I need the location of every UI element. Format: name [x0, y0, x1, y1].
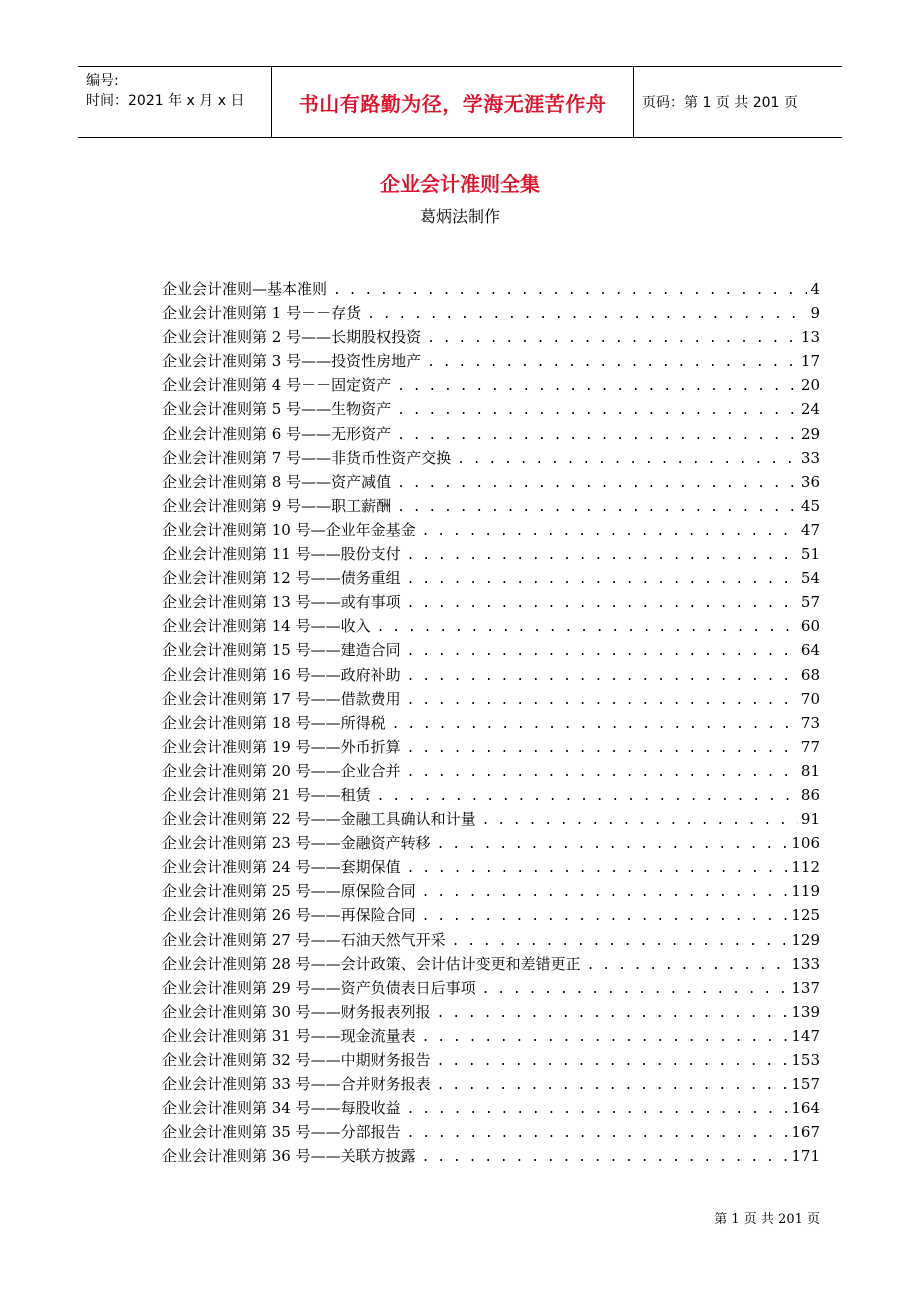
- toc-entry-label: 企业会计准则—基本准则: [162, 280, 328, 298]
- toc-dot-leader: [422, 1026, 789, 1050]
- toc-entry-label: 企业会计准则第 31 号——现金流量表: [162, 1026, 416, 1045]
- toc-dot-leader: [377, 616, 798, 640]
- toc-entry-page: 70: [800, 689, 820, 708]
- toc-entry-label: 企业会计准则第 3 号——投资性房地产: [162, 352, 422, 371]
- toc-entry[interactable]: [162, 1120, 820, 1144]
- toc-dot-leader: [482, 809, 798, 833]
- toc-dot-leader: [437, 833, 789, 857]
- toc-dot-leader: [452, 930, 789, 954]
- toc-entry-label: 企业会计准则第 30 号——财务报表列报: [162, 1002, 431, 1021]
- toc-entry[interactable]: [162, 759, 820, 783]
- page-header: [78, 66, 842, 138]
- toc-entry[interactable]: [162, 1048, 820, 1072]
- toc-entry-page: 139: [791, 1002, 820, 1021]
- toc-dot-leader: [422, 905, 789, 929]
- toc-dot-leader: [407, 737, 798, 761]
- toc-entry-page: 125: [791, 906, 820, 925]
- toc-dot-leader: [407, 1122, 789, 1146]
- toc-dot-leader: [392, 713, 798, 737]
- header-left-cell: [78, 67, 272, 137]
- toc-entry-page: 81: [800, 761, 820, 780]
- toc-entry[interactable]: [162, 1072, 820, 1096]
- toc-entry-page: 157: [791, 1075, 820, 1094]
- toc-entry[interactable]: [162, 446, 820, 470]
- toc-entry-page: 77: [800, 737, 820, 756]
- toc-entry[interactable]: [162, 494, 820, 518]
- toc-entry-label: 企业会计准则第 18 号——所得税: [162, 713, 386, 732]
- toc-dot-leader: [407, 761, 798, 785]
- header-page-info: 页码：第 1 页 共 201 页: [642, 95, 798, 111]
- toc-entry-label: 企业会计准则第 11 号——股份支付: [162, 545, 401, 564]
- header-motto-cell: [272, 67, 634, 137]
- toc-entry-page: 73: [800, 713, 820, 732]
- toc-entry[interactable]: [162, 879, 820, 903]
- toc-dot-leader: [407, 1098, 789, 1122]
- document-author: 葛炳法制作: [419, 207, 500, 226]
- toc-entry-label: 企业会计准则第 9 号——职工薪酬: [162, 496, 392, 515]
- toc-entry[interactable]: [162, 349, 820, 373]
- toc-dot-leader: [457, 448, 798, 472]
- toc-entry-page: 33: [800, 448, 820, 467]
- toc-entry-label: 企业会计准则第 21 号——租赁: [162, 785, 371, 804]
- toc-dot-leader: [407, 568, 798, 592]
- page-footer: 第 1 页 共 201 页: [714, 1212, 820, 1227]
- toc-entry-page: 91: [800, 810, 820, 829]
- toc-entry-label: 企业会计准则第 23 号——金融资产转移: [162, 834, 431, 853]
- toc-entry[interactable]: [162, 518, 820, 542]
- toc-entry-label: 企业会计准则第 36 号——关联方披露: [162, 1147, 416, 1166]
- toc-entry[interactable]: [162, 952, 820, 976]
- toc-entry[interactable]: [162, 1024, 820, 1048]
- toc-dot-leader: [437, 1050, 789, 1074]
- toc-dot-leader: [407, 857, 789, 881]
- toc-entry-page: 171: [791, 1147, 820, 1166]
- toc-entry-page: 112: [791, 858, 820, 877]
- toc-dot-leader: [437, 1002, 789, 1026]
- toc-dot-leader: [482, 978, 789, 1002]
- toc-entry-page: 68: [800, 665, 820, 684]
- toc-entry-page: 51: [800, 545, 820, 564]
- toc-dot-leader: [437, 1074, 789, 1098]
- toc-entry-label: 企业会计准则第 5 号——生物资产: [162, 400, 392, 419]
- toc-dot-leader: [407, 665, 798, 689]
- toc-entry-page: 133: [791, 954, 820, 973]
- toc-entry-page: 17: [800, 352, 820, 371]
- document-number-label: 编号:: [86, 73, 119, 89]
- toc-entry-page: 54: [800, 569, 820, 588]
- toc-entry[interactable]: [162, 711, 820, 735]
- toc-entry-page: 164: [791, 1099, 820, 1118]
- toc-entry-page: 64: [800, 641, 820, 660]
- toc-entry-label: 企业会计准则第 8 号——资产减值: [162, 472, 392, 491]
- toc-entry[interactable]: [162, 928, 820, 952]
- toc-entry-label: 企业会计准则第 20 号——企业合并: [162, 761, 401, 780]
- toc-entry-label: 企业会计准则第 34 号——每股收益: [162, 1099, 401, 1118]
- toc-entry-page: 137: [791, 978, 820, 997]
- toc-entry-label: 企业会计准则第 32 号——中期财务报告: [162, 1051, 431, 1069]
- toc-entry-label: 企业会计准则第 12 号——债务重组: [162, 569, 401, 588]
- toc-entry-page: 9: [810, 304, 820, 323]
- toc-entry-label: 企业会计准则第 28 号——会计政策、会计估计变更和差错更正: [162, 954, 581, 973]
- toc-entry-label: 企业会计准则第 26 号——再保险合同: [162, 906, 416, 925]
- toc-entry-label: 企业会计准则第 27 号——石油天然气开采: [162, 930, 446, 949]
- toc-entry-label: 企业会计准则第 19 号——外币折算: [162, 737, 401, 756]
- toc-entry[interactable]: [162, 566, 820, 590]
- toc-entry-label: 企业会计准则第 4 号－－固定资产: [162, 376, 392, 395]
- toc-dot-leader: [422, 1146, 789, 1170]
- toc-entry-label: 企业会计准则第 16 号——政府补助: [162, 665, 401, 684]
- toc-dot-leader: [397, 496, 798, 520]
- toc-dot-leader: [422, 881, 789, 905]
- toc-entry-label: 企业会计准则第 15 号——建造合同: [162, 641, 401, 660]
- toc-entry[interactable]: [162, 277, 820, 301]
- toc-dot-leader: [397, 472, 798, 496]
- toc-entry[interactable]: [162, 1000, 820, 1024]
- toc-entry[interactable]: [162, 735, 820, 759]
- toc-entry[interactable]: [162, 638, 820, 662]
- toc-entry-label: 企业会计准则第 24 号——套期保值: [162, 858, 401, 877]
- toc-entry[interactable]: [162, 470, 820, 494]
- document-title: 企业会计准则全集: [380, 172, 540, 196]
- toc-entry-page: 129: [791, 930, 820, 949]
- toc-entry-label: 企业会计准则第 13 号——或有事项: [162, 593, 401, 612]
- toc-entry[interactable]: [162, 542, 820, 566]
- toc-entry-page: 13: [800, 328, 820, 347]
- toc-entry[interactable]: [162, 807, 820, 831]
- toc-entry-page: 45: [800, 496, 820, 515]
- toc-entry[interactable]: [162, 373, 820, 397]
- table-of-contents: [162, 277, 820, 1168]
- toc-dot-leader: [397, 424, 798, 448]
- document-time-label: 时间：2021 年 x 月 x 日: [86, 93, 245, 109]
- toc-entry-page: 29: [800, 424, 820, 443]
- toc-entry-page: 47: [800, 520, 820, 539]
- toc-dot-leader: [333, 279, 807, 303]
- toc-dot-leader: [407, 592, 798, 616]
- toc-entry[interactable]: [162, 1144, 820, 1168]
- toc-entry[interactable]: [162, 976, 820, 1000]
- toc-entry[interactable]: [162, 663, 820, 687]
- toc-entry[interactable]: [162, 831, 820, 855]
- toc-entry-label: 企业会计准则第 17 号——借款费用: [162, 689, 401, 708]
- toc-entry[interactable]: [162, 783, 820, 807]
- toc-entry-page: 153: [791, 1051, 820, 1069]
- toc-entry-page: 167: [791, 1123, 820, 1142]
- toc-entry[interactable]: [162, 614, 820, 638]
- toc-dot-leader: [427, 327, 798, 351]
- toc-entry[interactable]: [162, 397, 820, 421]
- toc-entry-label: 企业会计准则第 14 号——收入: [162, 617, 371, 636]
- toc-dot-leader: [587, 954, 789, 978]
- toc-entry-label: 企业会计准则第 35 号——分部报告: [162, 1123, 401, 1142]
- toc-dot-leader: [407, 640, 798, 664]
- toc-dot-leader: [377, 785, 798, 809]
- toc-entry[interactable]: [162, 590, 820, 614]
- toc-entry-label: 企业会计准则第 29 号——资产负债表日后事项: [162, 978, 476, 997]
- toc-entry-page: 57: [800, 593, 820, 612]
- toc-entry-page: 119: [791, 882, 820, 901]
- toc-entry-label: 企业会计准则第 1 号－－存货: [162, 304, 362, 323]
- toc-entry[interactable]: [162, 687, 820, 711]
- toc-entry-label: 企业会计准则第 6 号——无形资产: [162, 424, 392, 443]
- toc-dot-leader: [422, 520, 798, 544]
- toc-entry-page: 36: [800, 472, 820, 491]
- toc-entry-label: 企业会计准则第 22 号——金融工具确认和计量: [162, 810, 476, 829]
- toc-entry-label: 企业会计准则第 25 号——原保险合同: [162, 882, 416, 901]
- toc-entry-page: 147: [791, 1026, 820, 1045]
- toc-entry-page: 24: [800, 400, 820, 419]
- toc-entry-page: 106: [791, 834, 820, 853]
- toc-entry-label: 企业会计准则第 10 号—企业年金基金: [162, 520, 416, 539]
- toc-entry[interactable]: [162, 301, 820, 325]
- header-motto: 书山有路勤为径，学海无涯苦作舟: [298, 91, 607, 116]
- toc-entry[interactable]: [162, 855, 820, 879]
- toc-entry-label: 企业会计准则第 33 号——合并财务报表: [162, 1075, 431, 1094]
- toc-entry-page: 20: [800, 376, 820, 395]
- toc-entry-page: 60: [800, 617, 820, 636]
- toc-entry[interactable]: [162, 903, 820, 927]
- toc-entry-label: 企业会计准则第 7 号——非货币性资产交换: [162, 448, 452, 467]
- toc-dot-leader: [407, 689, 798, 713]
- toc-entry[interactable]: [162, 1096, 820, 1120]
- toc-entry-page: 4: [810, 280, 820, 298]
- toc-dot-leader: [427, 351, 798, 375]
- toc-entry-label: 企业会计准则第 2 号——长期股权投资: [162, 328, 422, 347]
- toc-dot-leader: [397, 399, 798, 423]
- toc-entry[interactable]: [162, 422, 820, 446]
- toc-entry-page: 86: [800, 785, 820, 804]
- toc-dot-leader: [397, 375, 798, 399]
- toc-entry[interactable]: [162, 325, 820, 349]
- toc-dot-leader: [367, 303, 807, 327]
- toc-dot-leader: [407, 544, 798, 568]
